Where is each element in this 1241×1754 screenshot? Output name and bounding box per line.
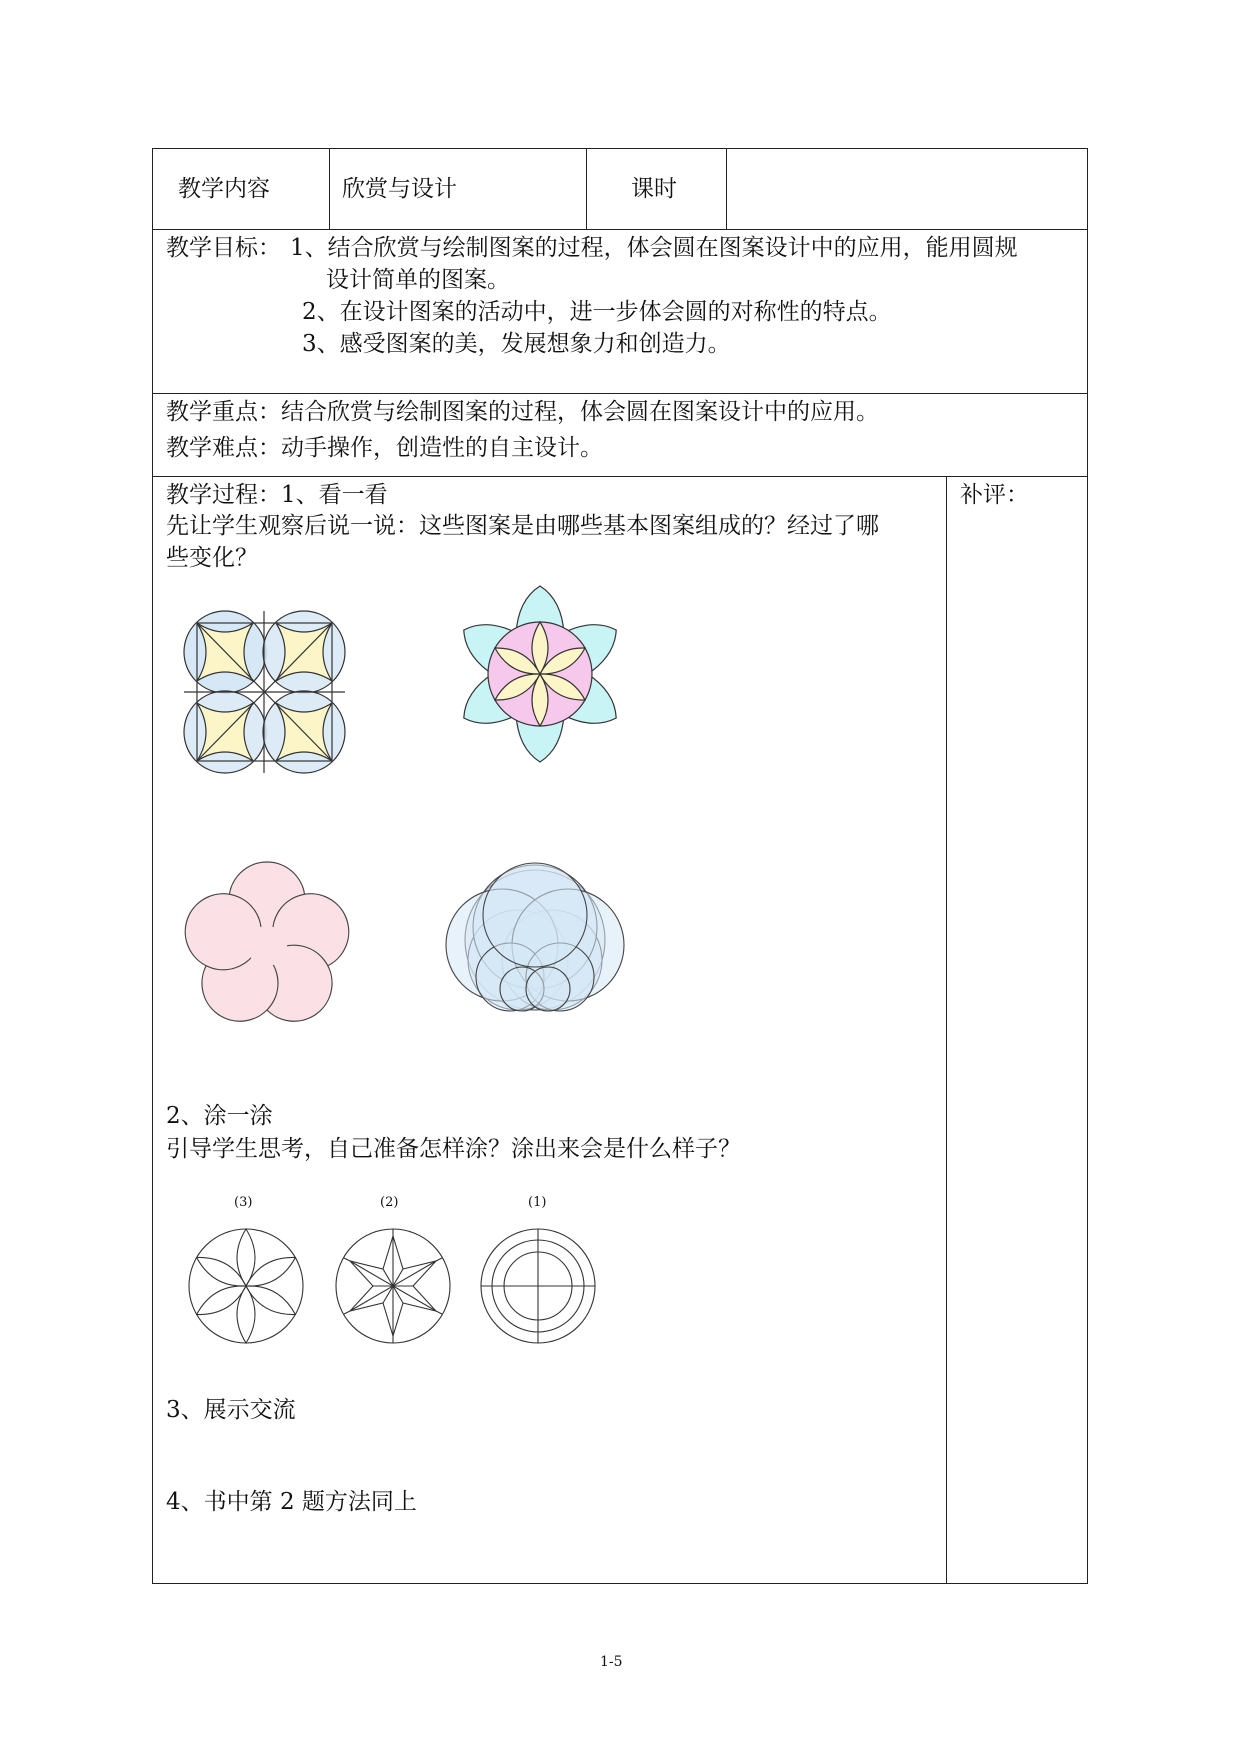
objective-1-line-2: 设计简单的图案。 — [326, 267, 510, 293]
objective-2: 2、在设计图案的活动中，进一步体会圆的对称性的特点。 — [302, 299, 892, 325]
label-class-period: 课时 — [631, 176, 677, 202]
row-divider-objectives — [152, 393, 1088, 394]
fig-label-2: (2) — [380, 1195, 399, 1210]
col-divider-1 — [329, 148, 330, 229]
process-heading: 教学过程：1、看一看 — [166, 482, 388, 508]
outline-star-circle — [333, 1226, 453, 1346]
outline-concentric-circles — [478, 1226, 598, 1346]
page-number: 1-5 — [600, 1654, 623, 1670]
step4-heading: 4、书中第 2 题方法同上 — [166, 1489, 417, 1515]
pattern-six-petal-flower — [445, 590, 635, 760]
teaching-content-value: 欣赏与设计 — [342, 176, 457, 202]
objective-1-line-1: 1、结合欣赏与绘制图案的过程，体会圆在图案设计中的应用，能用圆规 — [290, 235, 1018, 261]
step2-heading: 2、涂一涂 — [166, 1103, 273, 1129]
objectives-label: 教学目标： — [166, 235, 281, 261]
pattern-four-circles — [180, 605, 350, 780]
row-divider-keypoints — [152, 476, 1088, 477]
label-teaching-content: 教学内容 — [178, 176, 270, 202]
col-divider-remarks — [946, 476, 947, 1584]
remarks-label: 补评： — [960, 482, 1029, 508]
col-divider-2 — [586, 148, 587, 229]
step1-text-line-1: 先让学生观察后说一说：这些图案是由哪些基本图案组成的？经过了哪 — [166, 513, 879, 539]
row-divider-header — [152, 229, 1088, 230]
pattern-cardioid-circles — [440, 865, 630, 1035]
outline-six-petal-circle — [186, 1226, 306, 1346]
step3-heading: 3、展示交流 — [166, 1397, 296, 1423]
step1-text-line-2: 些变化？ — [166, 545, 258, 571]
objective-3: 3、感受图案的美，发展想象力和创造力。 — [302, 331, 731, 357]
pattern-pinwheel-circles — [183, 860, 353, 1035]
key-difficulty: 教学难点：动手操作，创造性的自主设计。 — [166, 435, 603, 461]
fig-label-1: (1) — [528, 1195, 547, 1210]
col-divider-3 — [726, 148, 727, 229]
key-focus: 教学重点：结合欣赏与绘制图案的过程，体会圆在图案设计中的应用。 — [166, 399, 879, 425]
step2-text: 引导学生思考，自己准备怎样涂？涂出来会是什么样子？ — [166, 1136, 741, 1162]
fig-label-3: (3) — [234, 1195, 253, 1210]
